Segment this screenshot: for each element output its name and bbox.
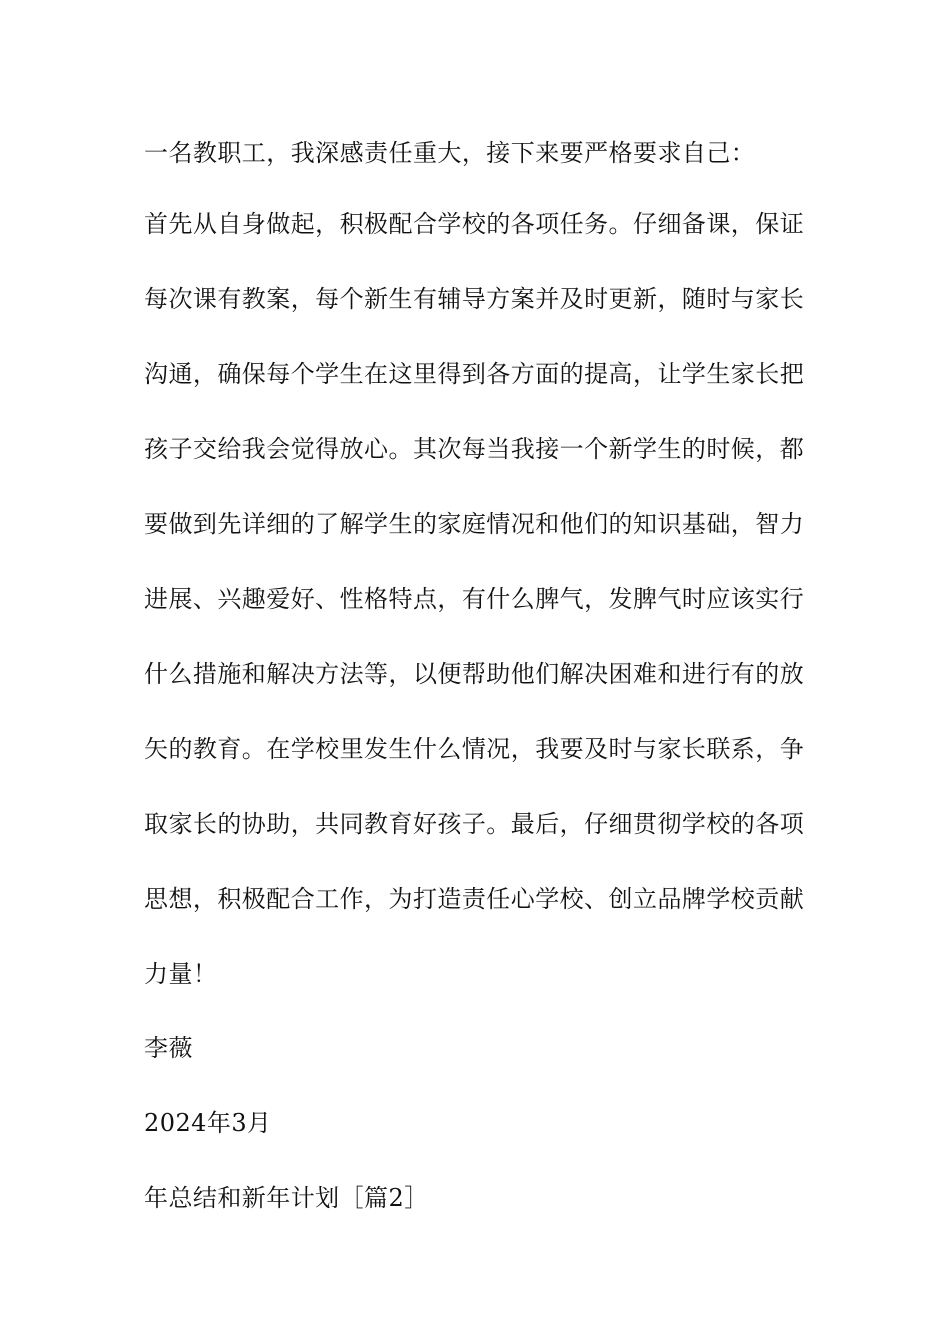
body-line-9: 矢的教育。在学校里发生什么情况，我要及时与家长联系，争 <box>144 735 805 763</box>
section-heading: 年总结和新年计划［篇2］ <box>144 1184 429 1212</box>
body-line-1: 一名教职工，我深感责任重大，接下来要严格要求自己： <box>144 139 756 167</box>
body-line-4: 沟通，确保每个学生在这里得到各方面的提高，让学生家长把 <box>144 360 805 388</box>
date: 2024年3月 <box>144 1109 272 1137</box>
signature: 李薇 <box>144 1034 193 1062</box>
body-line-7: 进展、兴趣爱好、性格特点，有什么脾气，发脾气时应该实行 <box>144 585 805 613</box>
body-line-6: 要做到先详细的了解学生的家庭情况和他们的知识基础，智力 <box>144 510 805 538</box>
body-line-10: 取家长的协助，共同教育好孩子。最后，仔细贯彻学校的各项 <box>144 810 805 838</box>
body-line-2: 首先从自身做起，积极配合学校的各项任务。仔细备课，保证 <box>144 210 805 238</box>
body-line-3: 每次课有教案，每个新生有辅导方案并及时更新，随时与家长 <box>144 285 805 313</box>
body-line-11: 思想，积极配合工作，为打造责任心学校、创立品牌学校贡献 <box>144 885 805 913</box>
body-line-8: 什么措施和解决方法等，以便帮助他们解决困难和进行有的放 <box>144 660 805 688</box>
body-line-12: 力量！ <box>144 960 218 988</box>
body-line-5: 孩子交给我会觉得放心。其次每当我接一个新学生的时候，都 <box>144 435 805 463</box>
